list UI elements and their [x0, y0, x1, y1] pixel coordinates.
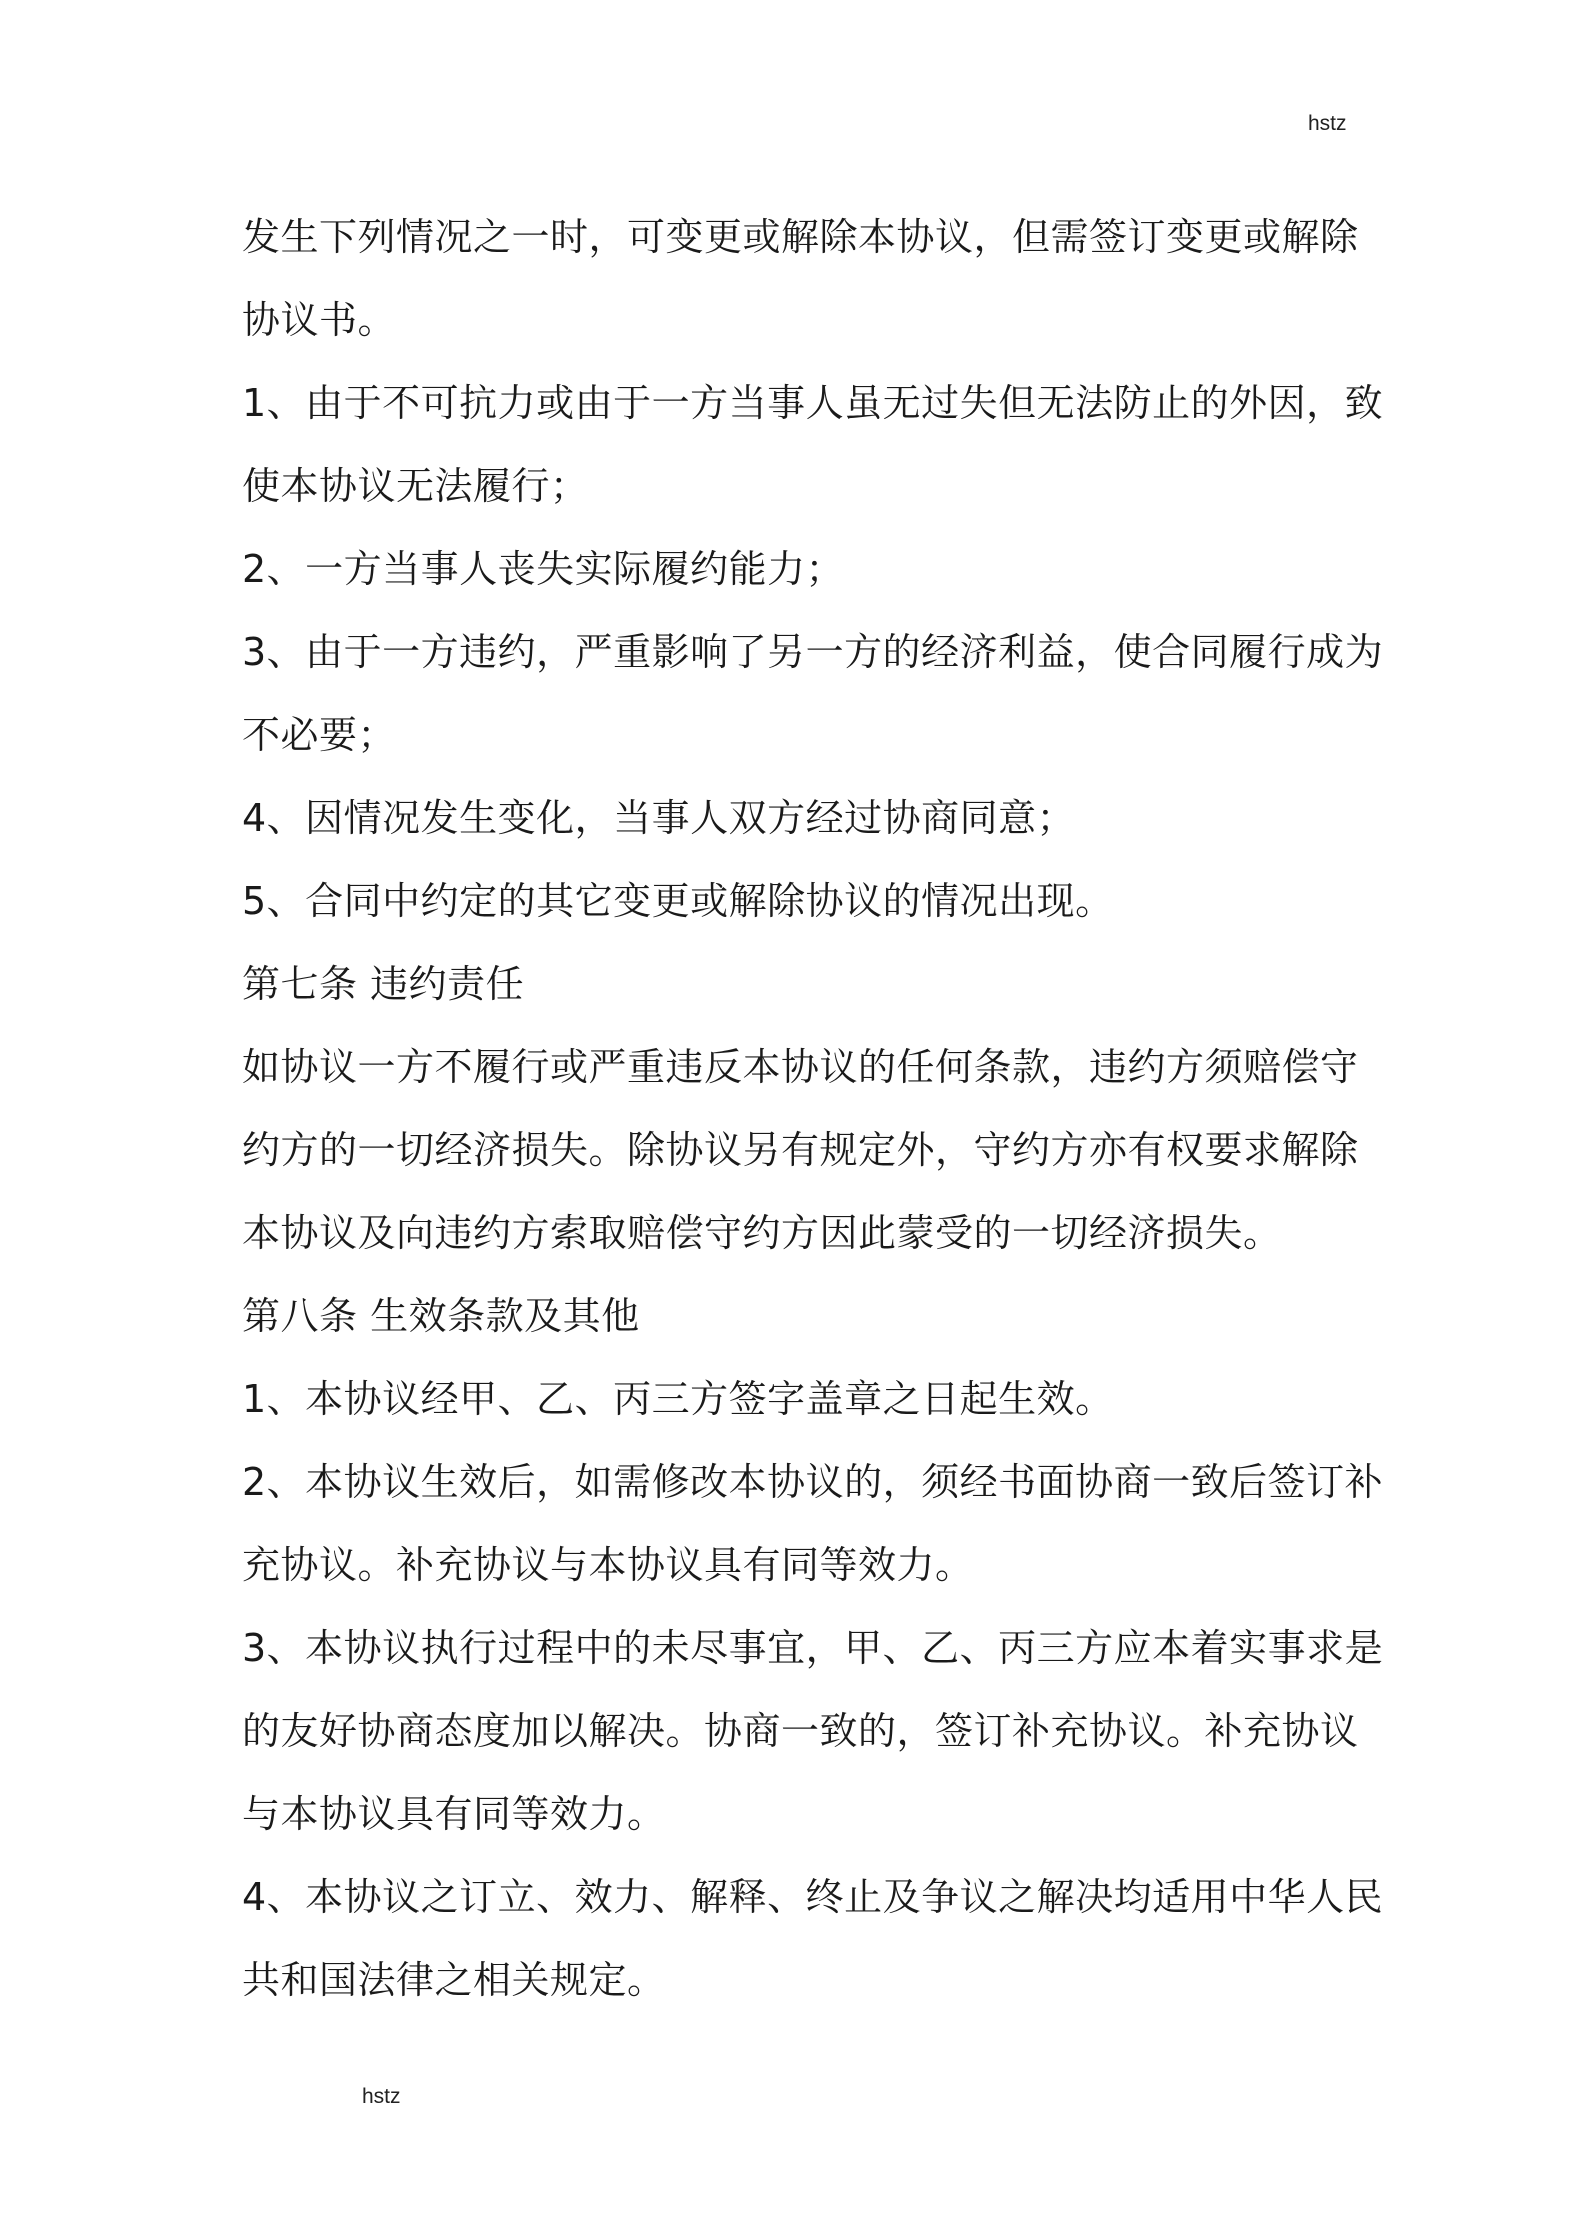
text-line: 共和国法律之相关规定。 [242, 1958, 666, 2002]
text-line: 4、因情况发生变化，当事人双方经过协商同意； [242, 796, 1076, 840]
text-line: 使本协议无法履行； [242, 464, 589, 508]
text-line: 本协议及向违约方索取赔偿守约方因此蒙受的一切经济损失。 [242, 1211, 1282, 1255]
section-heading: 第八条 生效条款及其他 [242, 1294, 640, 1338]
text-line: 5、合同中约定的其它变更或解除协议的情况出现。 [242, 879, 1114, 923]
document-body [242, 196, 1384, 2022]
text-line: 发生下列情况之一时，可变更或解除本协议，但需签订变更或解除 [242, 215, 1359, 259]
footer-mark: hstz [362, 2085, 401, 2108]
text-line: 与本协议具有同等效力。 [242, 1792, 666, 1836]
header-mark: hstz [1308, 112, 1347, 135]
text-line: 不必要； [242, 713, 397, 757]
text-line: 约方的一切经济损失。除协议另有规定外，守约方亦有权要求解除 [242, 1128, 1359, 1172]
text-line: 2、本协议生效后，如需修改本协议的，须经书面协商一致后签订补 [242, 1460, 1384, 1504]
text-line: 4、本协议之订立、效力、解释、终止及争议之解决均适用中华人民 [242, 1875, 1384, 1919]
text-line: 协议书。 [242, 298, 397, 342]
text-line: 1、由于不可抗力或由于一方当事人虽无过失但无法防止的外因，致 [242, 381, 1384, 425]
text-line: 3、本协议执行过程中的未尽事宜，甲、乙、丙三方应本着实事求是 [242, 1626, 1384, 1670]
section-heading: 第七条 违约责任 [242, 962, 525, 1006]
text-line: 充协议。补充协议与本协议具有同等效力。 [242, 1543, 974, 1587]
text-line: 1、本协议经甲、乙、丙三方签字盖章之日起生效。 [242, 1377, 1114, 1421]
text-line: 的友好协商态度加以解决。协商一致的，签订补充协议。补充协议 [242, 1709, 1359, 1753]
text-line: 3、由于一方违约，严重影响了另一方的经济利益，使合同履行成为 [242, 630, 1384, 674]
text-line: 2、一方当事人丧失实际履约能力； [242, 547, 845, 591]
text-line: 如协议一方不履行或严重违反本协议的任何条款，违约方须赔偿守 [242, 1045, 1359, 1089]
